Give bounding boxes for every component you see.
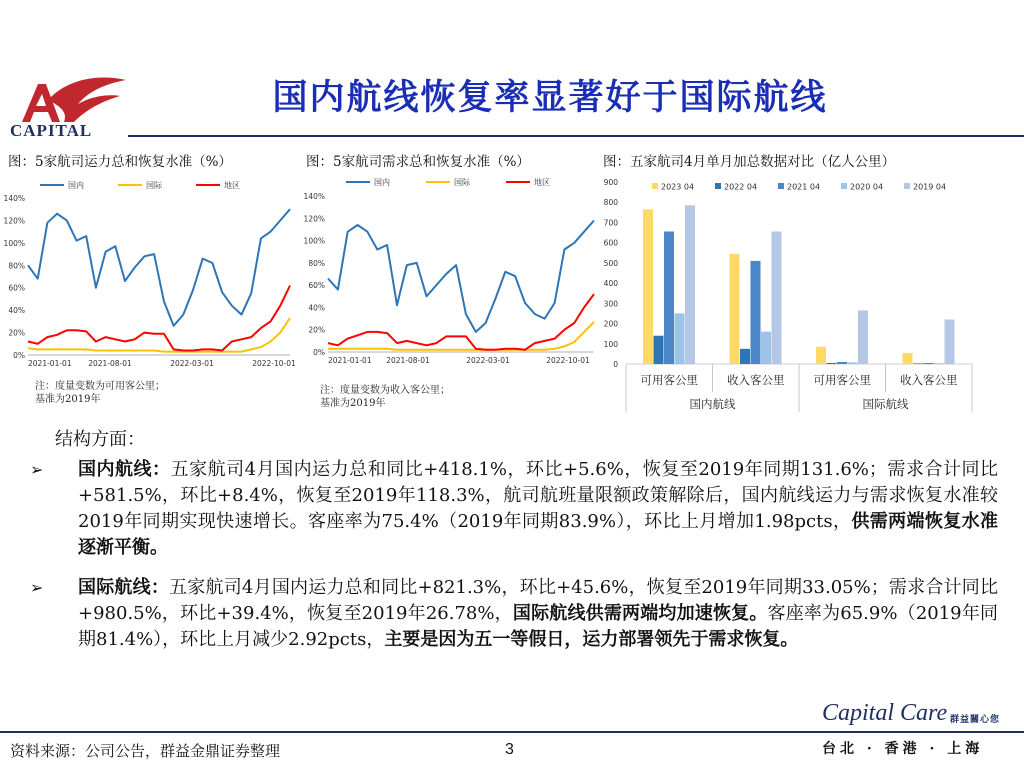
chart2-note-line1: 注：度量变数为收入客公里； (320, 385, 450, 396)
chart2-line-chart (296, 172, 601, 377)
chart1-legend-label: 地区 (224, 181, 240, 190)
chart3-group-label: 国内航线 (689, 397, 736, 411)
chart3-y-tick-label: 800 (603, 198, 618, 208)
chart3-legend-label: 2020 04 (850, 182, 884, 192)
chart2-y-tick-label: 120% (303, 214, 325, 224)
chart3-legend-label: 2021 04 (787, 182, 821, 192)
chart1-x-tick-label: 2021-08-01 (88, 359, 132, 368)
chart3-category-label: 收入客公里 (900, 373, 958, 387)
chart3-bar (685, 205, 695, 364)
logo-text: CAPITAL (10, 121, 93, 140)
page-title: 国内航线恢复率显著好于国际航线 (272, 77, 828, 118)
chart2-x-tick-label: 2021-08-01 (386, 356, 430, 365)
chart2-legend-label: 国内 (374, 178, 390, 187)
bullet-domestic-conclusion: 供需两端恢复水准逐渐平衡。 (78, 511, 998, 558)
chart3-legend-swatch (841, 183, 847, 189)
chart3-bar (827, 363, 837, 364)
chart2-y-tick-label: 0% (313, 348, 325, 357)
chart3-bar (945, 320, 955, 365)
chart3-legend-label: 2019 04 (913, 182, 947, 192)
chart3-title: 图：五家航司4月单月加总数据对比（亿人公里） (603, 154, 896, 170)
chart2-x-tick-label: 2022-03-01 (466, 356, 510, 365)
chart2-legend-label: 国际 (454, 178, 470, 187)
chart1-y-tick-label: 120% (3, 216, 25, 226)
chart1-note-line2: 基准为2019年 (35, 394, 101, 405)
chart1-note-line1: 注：度量变数为可用客公里； (35, 381, 165, 392)
bullet-international (78, 575, 998, 653)
chart1-series-line (28, 318, 290, 352)
brand-slogan: 群益關心您 (950, 715, 1001, 725)
chart1-line-chart (0, 172, 300, 377)
chart3-bar (816, 347, 826, 364)
bullet-international-label: 国际航线： (78, 577, 170, 598)
chart2-legend-label: 地区 (534, 178, 550, 187)
chart3-y-tick-label: 900 (603, 178, 618, 187)
chart3-category-label: 可用客公里 (813, 373, 871, 387)
chart3-legend-label: 2022 04 (724, 182, 758, 192)
chart3-bar (837, 362, 847, 364)
chart2-y-tick-label: 20% (308, 325, 325, 335)
chart3-bar (848, 362, 858, 364)
chart3-bar-chart (596, 172, 986, 422)
chart1-title: 图：5家航司运力总和恢复水准（%） (8, 154, 232, 170)
chart3-bar (934, 363, 944, 364)
chart2-y-tick-label: 40% (308, 303, 325, 313)
section-heading: 结构方面： (55, 429, 145, 450)
chart2-note-line2: 基准为2019年 (320, 398, 386, 409)
bullet-international-text: 五家航司4月国内运力总和同比+821.3%，环比+45.6%，恢复至2019年同期33.05%；需求合计同比+980.5%，环比+39.4%，恢复至2019年26.78%， (78, 577, 999, 624)
chart1-y-tick-label: 60% (8, 283, 25, 293)
chart3-category-label: 收入客公里 (727, 373, 785, 387)
chart3-y-tick-label: 600 (603, 238, 618, 248)
chart2-title: 图：5家航司需求总和恢复水准（%） (306, 154, 530, 170)
chart3-bar (761, 332, 771, 364)
source-note: 资料来源：公司公告，群益金鼎证券整理 (10, 742, 281, 760)
chart1-y-tick-label: 80% (8, 261, 25, 271)
chart3-bar (772, 232, 782, 365)
office-cities: 台北 · 香港 · 上海 (822, 741, 984, 757)
chart3-y-tick-label: 100 (603, 339, 618, 349)
chart3-y-tick-label: 300 (603, 299, 618, 309)
chart3-group-label: 国际航线 (862, 397, 909, 411)
chart3-y-tick-label: 400 (603, 279, 618, 289)
chart3-legend-label: 2023 04 (661, 182, 695, 192)
bullet-arrow-icon: ➢ (30, 578, 44, 597)
chart3-legend-swatch (778, 183, 784, 189)
chart1-y-tick-label: 140% (3, 194, 25, 203)
footer-divider (0, 731, 1024, 733)
page-number: 3 (505, 741, 514, 758)
chart3-bar (675, 313, 685, 364)
chart2-y-tick-label: 80% (308, 258, 325, 268)
chart1-x-tick-label: 2022-03-01 (170, 359, 214, 368)
chart3-bar (643, 209, 653, 364)
chart3-bar (730, 254, 740, 364)
chart2-series-line (328, 221, 594, 332)
chart3-legend-swatch (715, 183, 721, 189)
chart1-legend-label: 国际 (146, 181, 162, 190)
chart3-bar (740, 349, 750, 364)
chart3-category-label: 可用客公里 (640, 373, 698, 387)
chart1-y-tick-label: 0% (13, 351, 25, 360)
chart2-note (320, 384, 450, 410)
bullet-domestic-label: 国内航线： (78, 459, 171, 480)
chart2-y-tick-label: 140% (303, 192, 325, 201)
chart3-y-tick-label: 700 (603, 218, 618, 228)
bullet-domestic (78, 457, 998, 561)
chart3-y-tick-label: 500 (603, 258, 618, 268)
bullet-international-highlight: 国际航线供需两端均加速恢复。 (512, 603, 768, 624)
header-divider (128, 135, 1024, 137)
bullet-arrow-icon: ➢ (30, 460, 44, 479)
chart3-legend-swatch (652, 183, 658, 189)
chart1-y-tick-label: 100% (3, 238, 25, 248)
chart3-bar (903, 353, 913, 364)
chart2-x-tick-label: 2022-10-01 (546, 356, 590, 365)
chart3-bar (913, 363, 923, 364)
chart1-y-tick-label: 20% (8, 328, 25, 338)
chart3-bar (654, 336, 664, 364)
chart1-series-line (28, 209, 290, 326)
chart1-x-tick-label: 2021-01-01 (28, 359, 72, 368)
chart3-y-tick-label: 0 (613, 360, 618, 369)
bullet-international-conclusion: 主要是因为五一等假日，运力部署领先于需求恢复。 (384, 629, 799, 650)
chart1-legend-label: 国内 (68, 181, 84, 190)
chart3-legend-swatch (904, 183, 910, 189)
chart1-y-tick-label: 40% (8, 306, 25, 316)
chart3-bar (751, 261, 761, 364)
brand-logo-text: Capital Care (822, 700, 948, 726)
chart2-y-tick-label: 100% (303, 236, 325, 246)
chart2-y-tick-label: 60% (308, 281, 325, 291)
bullet-domestic-text: 五家航司4月国内运力总和同比+418.1%，环比+5.6%，恢复至2019年同期131.6%；需求合计同比+581.5%，环比+8.4%，恢复至2019年118.3%，航司航班量限额政策解除后，国内航线运力与需求恢复水准较2019年同期实现快速增长。客座率为75.4%（2019年同期83.9%），环比上月增加1.98pcts， (78, 459, 998, 532)
chart3-bar (664, 232, 674, 365)
chart3-y-tick-label: 200 (603, 319, 618, 329)
chart2-x-tick-label: 2021-01-01 (328, 356, 372, 365)
bullet-international-text2: 客座率为65.9%（2019年同期81.4%），环比上月减少2.92pcts， (78, 603, 999, 650)
chart1-note (35, 380, 165, 406)
chart1-x-tick-label: 2022-10-01 (252, 359, 296, 368)
chart3-bar (858, 310, 868, 364)
chart3-bar (924, 363, 934, 364)
